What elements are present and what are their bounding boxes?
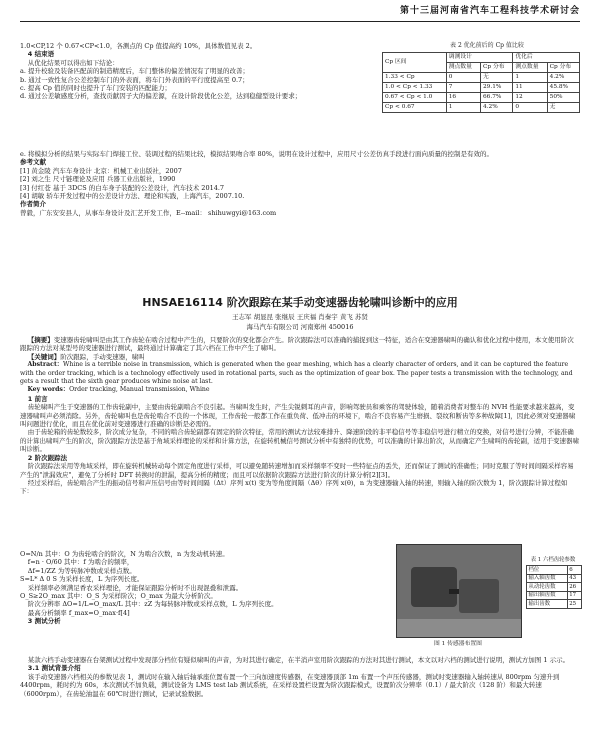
table-row bbox=[527, 566, 582, 575]
table-cell: 11 bbox=[513, 83, 547, 93]
section-order-tracking-heading: 2 阶次跟踪法 bbox=[27, 453, 68, 462]
table-cell: 45.8% bbox=[547, 83, 579, 93]
table-header-cell: Cp 分布 bbox=[547, 63, 579, 73]
table-cell: 4.2% bbox=[480, 103, 512, 113]
table-cell: 12 bbox=[513, 93, 547, 103]
cp-comparison-table bbox=[382, 52, 580, 113]
table-row bbox=[383, 73, 580, 83]
keywords-cn bbox=[20, 353, 580, 361]
previous-paper-tail bbox=[20, 150, 580, 217]
reference-item: [1] 黄金陵 汽车车身设计 北京：机械工业出版社，2007 bbox=[20, 166, 182, 175]
test-intro-paragraph: 某款六档手动变速器在台架测试过程中发现部分档位有疑似啸叫的声音，为对其进行确定，在半消声室用阶次跟踪的方法对其进行测试，本文以对六档的测试进行说明，测试方加图 1 示示。 bbox=[27, 656, 570, 664]
abstract-en-label: Abstract： bbox=[27, 361, 63, 369]
reference-item: [4] 胡敏 轿车开发过程中的公差设计方法、理论和实践，上海汽车，2007.10. bbox=[20, 192, 245, 201]
table-cell: 从动轮齿数 bbox=[527, 583, 568, 592]
table-cell: 43 bbox=[567, 574, 581, 583]
paper-title: HNSAE16114 阶次跟踪在某手动变速器齿轮啸叫诊断中的应用 bbox=[142, 296, 458, 309]
table-row bbox=[527, 574, 582, 583]
previous-paper-ending bbox=[20, 42, 376, 101]
equation-delta: Δf=1/ZZ 为等转脉冲数或采样点数。 bbox=[27, 566, 136, 575]
table-cell: 26 bbox=[567, 583, 581, 592]
conclusion-item-d: d. 通过公差敏感度分析，查找贡献因子大的偏差源，在设计阶段优化公差，达到稳健型设计要求； bbox=[20, 92, 302, 101]
cp-summary-line: 1.0<CP,12 个 0.67<CP<1.0，各测点的 Cp 值提高约 10%，具体数值见表 2。 bbox=[20, 42, 257, 50]
table-cell: 档位 bbox=[527, 566, 568, 575]
paper-abstract-block bbox=[20, 336, 580, 496]
page-header bbox=[0, 0, 600, 26]
equation-max-frequency: 最高分析频率 f_max=O_max·f[4] bbox=[27, 608, 130, 617]
keywords-en bbox=[20, 386, 580, 394]
table-group-after: 优化后 bbox=[513, 53, 580, 63]
intro-paragraph-2: 由于齿轮箱的齿轮数较多，阶次成分复杂，不同的啮合齿轮副都有固定的阶次特征，常用的测试方法较难排升、降速阶段的非平稳信号等非稳信号进行精立的变换，对信号进行分辨，不能准确的计算出啸叫产生的阶次，阶次跟踪方法是基于角域采样理论的采样和计算方法，在旋转机械信号测试分析中有独特的优势，可以准确的计算出阶次，从而确定产生啸叫的齿轮副，适用于变速器啸叫诊断。 bbox=[20, 428, 579, 454]
table-cell: 4.2% bbox=[547, 73, 579, 83]
transmission-unit bbox=[459, 579, 499, 613]
table-header-cell: 测点数量 bbox=[446, 63, 480, 73]
abstract-cn bbox=[20, 336, 580, 353]
equations-block bbox=[20, 550, 390, 626]
references-heading: 参考文献 bbox=[20, 158, 46, 167]
keywords-cn-label: 【关键词】 bbox=[27, 352, 61, 361]
equation-sample-order: O_S≥2O_max 其中：O_S 为采样阶次；O_max 为最大分析阶次。 bbox=[20, 592, 217, 601]
table-cell: 输出齿数 bbox=[527, 600, 568, 609]
table-cell: 无 bbox=[547, 103, 579, 113]
order-tracking-paragraph-1: 阶次跟踪法采用等角域采样，即在旋转机械转动每个固定角度进行采样，可以避免随转速增加而采样频率不变时一些特征点的丢失，还而保证了测试的准确性；同时克服了等时间间隔采样容易产生的"泄漏效应"，避免了分析时 DFT 转换时的泄漏，提高分析的精度；而且可以依据阶次跟踪方法进行阶次的计算分析[2][3]。 bbox=[20, 462, 574, 479]
equation-frequency: f=n · O/60 其中：f 为啮合的频率， bbox=[27, 558, 134, 567]
keywords-en-text: Order tracking, Manual transmission, Whine bbox=[69, 386, 210, 394]
equation-order: O=N/n 其中：O 为齿轮啮合的阶次，N 为啮合次数，n 为发动机转速。 bbox=[20, 550, 229, 558]
table-row bbox=[383, 93, 580, 103]
table-cell: 1.33 < Cp bbox=[383, 73, 447, 83]
table-cell: 0 bbox=[513, 103, 547, 113]
table-row bbox=[527, 583, 582, 592]
table-cell: 输出轴齿数 bbox=[527, 591, 568, 600]
table-row bbox=[383, 83, 580, 93]
table-row bbox=[383, 103, 580, 113]
table-header-cell: Cp 分布 bbox=[480, 63, 512, 73]
sensor-layout-figure bbox=[396, 544, 522, 638]
author-bio: 曾毅，广东安安县人，从事车身设计及汇艺开发工作，E--mail： shihuwgyi@163.com bbox=[20, 208, 277, 217]
table-cell: 50% bbox=[547, 93, 579, 103]
section-test-heading: 3 测试分析 bbox=[27, 617, 61, 626]
table-cell: 0.67 < Cp < 1.0 bbox=[383, 93, 447, 103]
equation-resolution: 阶次分辨率 ΔO=1/L=O_max/L 其中：zZ 为每转脉冲数或采样点数，L 为序列长度。 bbox=[27, 600, 278, 609]
table-header-cell: Cp 区间 bbox=[383, 53, 447, 73]
table-cell: 17 bbox=[567, 591, 581, 600]
test-background-paragraph: 该手动变速器六档相关的参数见表 1，测试时在输入轴后轴承座位置布置一个三向加速度传感器，在变速器顶部 1m 布置一个声压传感器，测试时变速器输入轴转速从 800rpm 匀速升到 4400rpm，耗时约为 60s，本次测试不加负载，测试设备为 LMS test lab 测试系统，在采样设置栏设置为阶次跟踪模式，设置阶次分辨率（0.1）/ 最大阶次（128 阶）和最大转速（6000rpm），在齿轮油温在 60℃时进行测试，记录试验数据。 bbox=[20, 672, 560, 698]
table-cell: 1.0 < Cp < 1.33 bbox=[383, 83, 447, 93]
section-conclusion-heading: 4 结束语 bbox=[27, 50, 55, 59]
abstract-en-text: Whine is a terrible noise in transmission, which is generated when the gear meshing, which has a clearly character of orders, and it can be captured the feature with the order tracking, which is a technology effectively used in rotational parts, such as the optimization of gear box. The paper tests a transmission with the technology, and gets a result that the sixth gear produces whine noise at last. bbox=[20, 361, 573, 386]
conclusion-item-a: a. 提升校验及装备匹配前的制造精度后，车门整体的偏差情况有了明显的改善； bbox=[20, 67, 250, 76]
order-tracking-paragraph-2: 经过采样后，齿轮啮合产生的振动信号和声压信号由等时间间隔（Δt）序列 x(t) 变为等角度间隔（Δθ）序列 x(θ)，n 为变速器输入轴的转速，则输入轴的阶次数为 1，阶次跟踪计算过程如下： bbox=[20, 478, 568, 496]
table1-caption: 表 1 六档齿轮参数 bbox=[530, 557, 576, 563]
table-row bbox=[527, 591, 582, 600]
conclusion-item-b: b. 通过一致性复合公差控制车门的外表面，将车门外表面的平行度提高至 0.7； bbox=[20, 75, 249, 84]
test-bench-motor bbox=[411, 567, 457, 607]
equation-sample-length: S=L* Δ 0 S 为采样长度，L 为序列长度。 bbox=[20, 575, 144, 584]
section-intro-heading: 1 前言 bbox=[27, 394, 48, 403]
abstract-cn-text: 变速器齿轮啸叫是由其工作齿轮在啮合过程中产生的，只要阶次的变化都会产生。阶次跟踪法可以准确的捕捉到这一特征，适合在变速器啸叫的确认和优化过程中使用，本文使用阶次跟踪的方法对某型号的变速器进行测试，最终通过计算确定了其六档在工作中产生了啸叫。 bbox=[20, 336, 574, 353]
table-cell: 29.1% bbox=[480, 83, 512, 93]
conclusion-intro: 从优化结果可以得出如下结论： bbox=[27, 58, 119, 67]
table-header-cell: 测点数量 bbox=[513, 63, 547, 73]
table-cell: 0 bbox=[446, 73, 480, 83]
conference-title: 第十三届河南省汽车工程科技学术研讨会 bbox=[399, 6, 580, 16]
table-cell: 25 bbox=[567, 600, 581, 609]
figure-caption: 图 1 传感器布置图 bbox=[434, 641, 482, 647]
equation-shannon: 采样频率必须满足香农采样理论，才能保证跟踪分析时不出现混叠和泄露。 bbox=[27, 583, 243, 592]
table2-caption: 表 2 优化前后的 Cp 值比较 bbox=[450, 42, 524, 49]
paper-affiliation: 海马汽车有限公司 河南郑州 450016 bbox=[246, 323, 354, 331]
table-cell: 16 bbox=[446, 93, 480, 103]
conclusion-item-c: c. 提高 Cp 值的同时也提升了车门安装的匹配能力； bbox=[20, 84, 172, 93]
table-cell: 7 bbox=[446, 83, 480, 93]
paper-authors: 王志军 胡显昆 张继辰 王庆福 肖秦宇 黄飞 苏贤 bbox=[232, 313, 368, 321]
conclusion-item-e: e. 将模拟分析的结果与实际车门焊接工位、装调过程的结果比较，模拟结果吻合率 80%，说明在设计过程中，应用尺寸公差仿真手段进行面向质量的控制是有效的。 bbox=[20, 150, 493, 158]
intro-paragraph-1: 齿轮啸叫产生于变速器的工作齿轮副中，主要由齿轮副啮合不良引起。当啸叫发生时，产生尖锐刺耳的声音，影响驾驶员和乘客的驾驶体验，随着消费者对整车的 NVH 性能要求越来越高，变速器啸叫声必须消除。另外，齿轮啸叫也是齿轮啮合不良的一个体现，工作齿轮一般都工作在重负荷、低冲击的环境下，啮合不良容易产生磨损、裂纹和断齿等多种故障[1]，因此必须对变速器啸叫问题进行优化，而且在优化前对变速器进行准确的诊断是必需的。 bbox=[20, 403, 576, 429]
table-group-before: 调测设计 bbox=[446, 53, 513, 63]
table-cell: 66.7% bbox=[480, 93, 512, 103]
abstract-cn-label: 【摘要】 bbox=[27, 336, 54, 344]
test-section-block bbox=[20, 656, 580, 698]
table-cell: 无 bbox=[480, 73, 512, 83]
table-cell: 6 bbox=[567, 566, 581, 575]
reference-item: [3] 付红苍 基于 3DCS 的白车身子装配的公差设计，汽车技术 2014.7 bbox=[20, 183, 225, 192]
gear-parameter-table bbox=[526, 565, 582, 609]
keywords-en-label: Key words： bbox=[27, 386, 70, 394]
table-row bbox=[527, 600, 582, 609]
table-cell: Cp < 0.67 bbox=[383, 103, 447, 113]
author-bio-heading: 作者简介 bbox=[20, 200, 46, 209]
table-cell: 1 bbox=[513, 73, 547, 83]
abstract-en bbox=[20, 361, 580, 386]
reference-item: [2] 刘之生 尺寸链理论及应用 兵器工业出版社，1990 bbox=[20, 175, 176, 184]
header-rule bbox=[20, 21, 580, 22]
keywords-cn-text: 阶次跟踪，手动变速器，啸叫 bbox=[60, 352, 145, 361]
table-cell: 1 bbox=[446, 103, 480, 113]
section-test-background-heading: 3.1 测试背景介绍 bbox=[27, 664, 81, 673]
table-cell: 输入轴齿数 bbox=[527, 574, 568, 583]
